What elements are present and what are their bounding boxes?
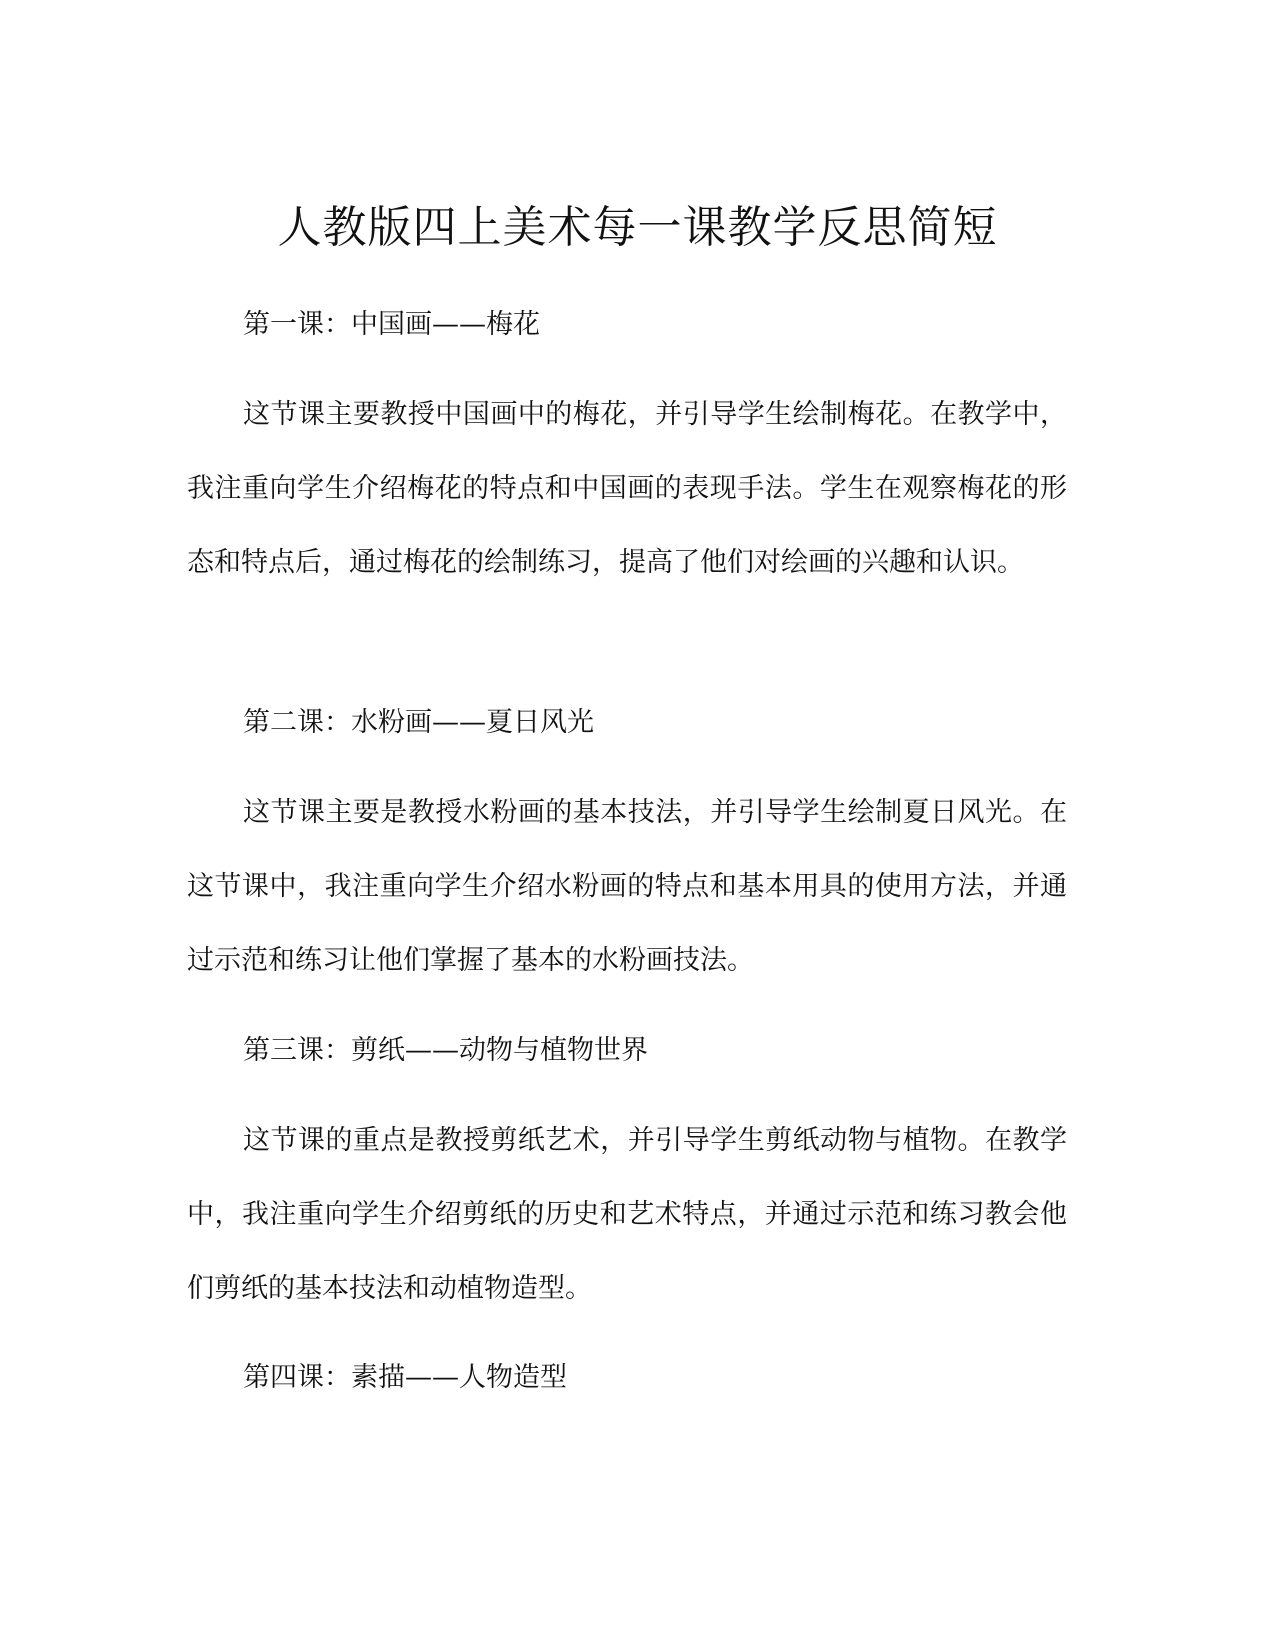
section-heading-3: 第三课：剪纸——动物与植物世界: [243, 1035, 648, 1066]
section-heading-2: 第二课：水粉画——夏日风光: [243, 707, 594, 738]
section-body-3: 这节课的重点是教授剪纸艺术，并引导学生剪纸动物与植物。在教学中，我注重向学生介绍剪纸的历史和艺术特点，并通过示范和练习教会他们剪纸的基本技法和动植物造型。: [187, 1125, 1067, 1304]
section-heading-4: 第四课：素描——人物造型: [243, 1362, 567, 1393]
section-body-1: 这节课主要教授中国画中的梅花，并引导学生绘制梅花。在教学中，我注重向学生介绍梅花的特点和中国画的表现手法。学生在观察梅花的形态和特点后，通过梅花的绘制练习，提高了他们对绘画的兴趣和认识。: [187, 399, 1067, 578]
page-title: 人教版四上美术每一课教学反思简短: [277, 202, 998, 253]
section-body-2: 这节课主要是教授水粉画的基本技法，并引导学生绘制夏日风光。在这节课中，我注重向学生介绍水粉画的特点和基本用具的使用方法，并通过示范和练习让他们掌握了基本的水粉画技法。: [187, 797, 1067, 976]
section-heading-1: 第一课：中国画——梅花: [243, 309, 540, 340]
